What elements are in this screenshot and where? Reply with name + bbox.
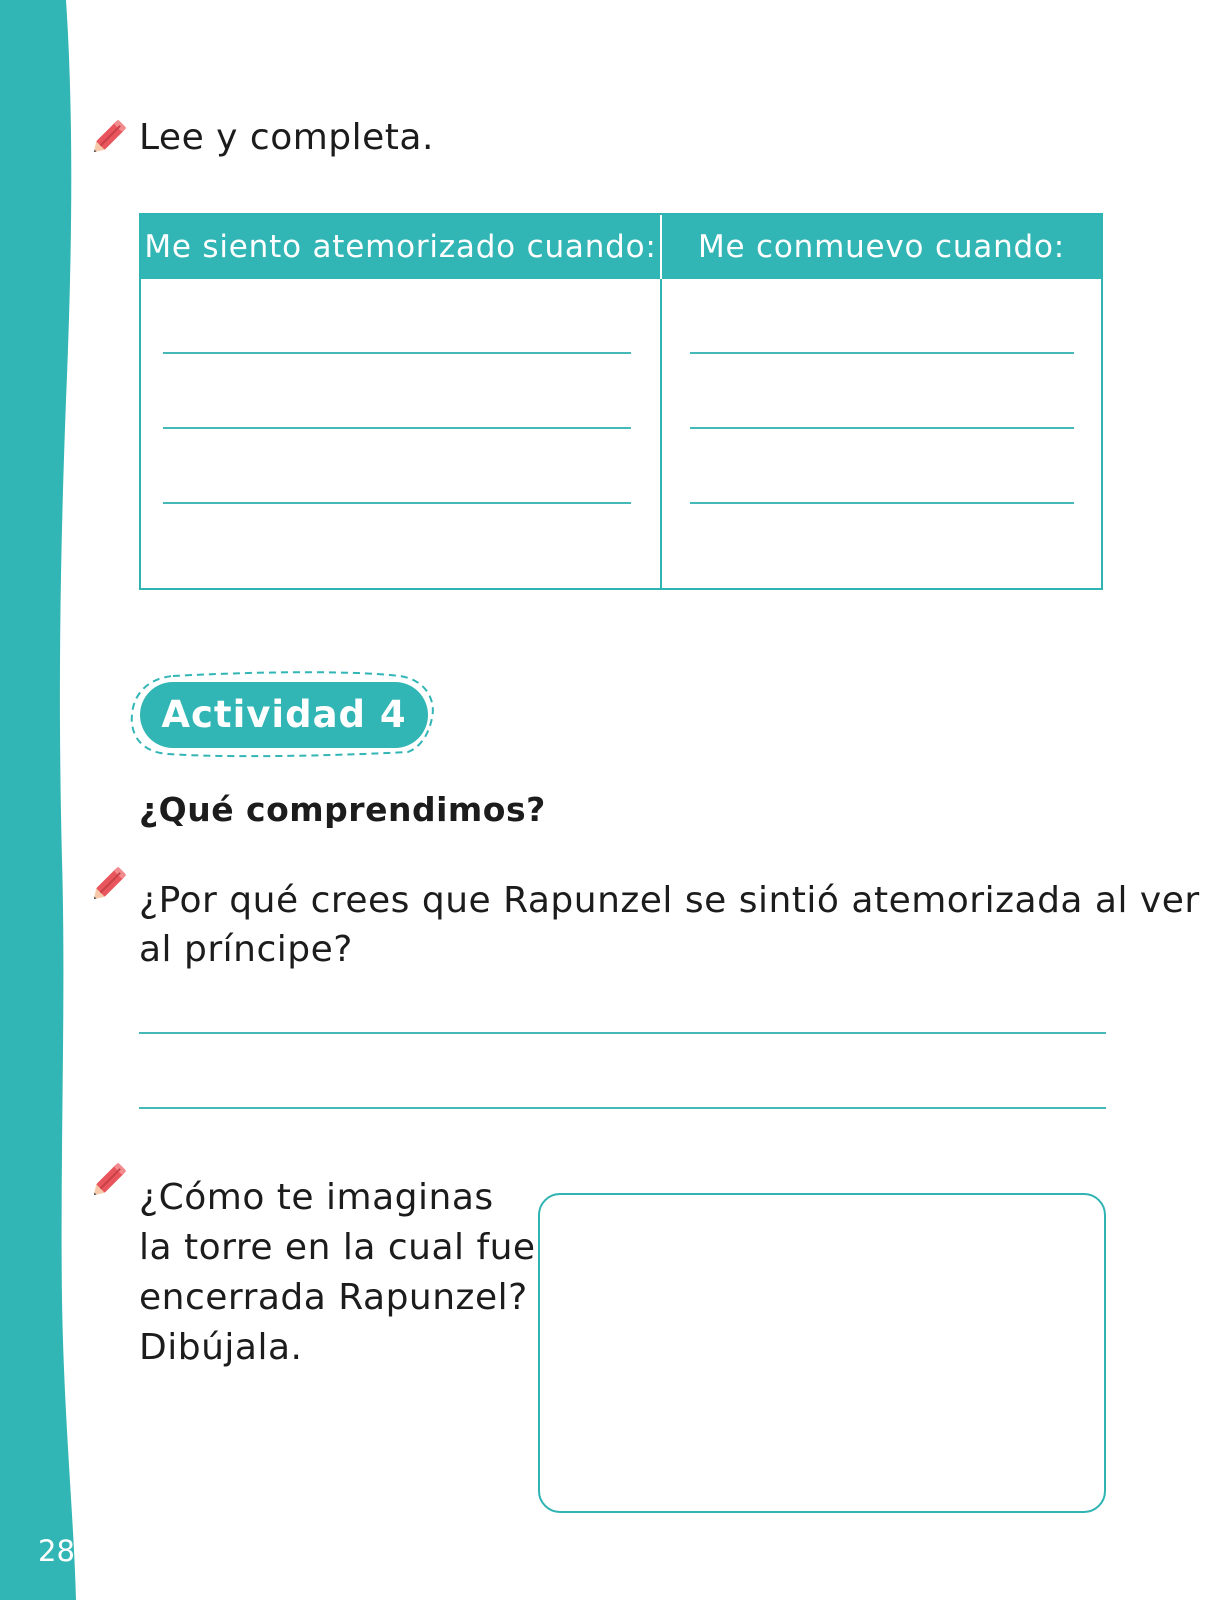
pencil-icon bbox=[90, 861, 132, 903]
question1-answer-line-1[interactable] bbox=[139, 1032, 1106, 1034]
question2-line2: la torre en la cual fue bbox=[139, 1227, 536, 1268]
answer-line-moved-1[interactable] bbox=[690, 352, 1074, 354]
page-number: 28 bbox=[38, 1534, 75, 1568]
badge-label: Actividad 4 bbox=[161, 693, 407, 736]
instruction-read-complete: Lee y completa. bbox=[139, 117, 434, 158]
answer-line-scared-3[interactable] bbox=[163, 502, 631, 504]
pencil-icon bbox=[90, 1157, 132, 1199]
section-subtitle: ¿Qué comprendimos? bbox=[139, 790, 546, 829]
question1-answer-line-2[interactable] bbox=[139, 1107, 1106, 1109]
emotions-table bbox=[139, 213, 1103, 590]
header-moved: Me conmuevo cuando: bbox=[697, 229, 1066, 265]
answer-line-moved-2[interactable] bbox=[690, 427, 1074, 429]
pencil-icon bbox=[90, 114, 132, 156]
header-scared: Me siento atemorizado cuando: bbox=[144, 229, 657, 265]
activity-badge bbox=[128, 670, 438, 760]
answer-line-moved-3[interactable] bbox=[690, 502, 1074, 504]
drawing-box[interactable] bbox=[538, 1193, 1106, 1513]
answer-line-scared-2[interactable] bbox=[163, 427, 631, 429]
answer-line-scared-1[interactable] bbox=[163, 352, 631, 354]
question2-line3: encerrada Rapunzel? bbox=[139, 1277, 528, 1318]
question2-line4: Dibújala. bbox=[139, 1327, 303, 1368]
table-header bbox=[141, 215, 1101, 279]
side-band bbox=[0, 0, 100, 1600]
header-divider bbox=[660, 215, 662, 279]
question1-line1: ¿Por qué crees que Rapunzel se sintió atemorizada al ver bbox=[139, 880, 1200, 921]
question1-line2: al príncipe? bbox=[139, 929, 353, 970]
badge-pill bbox=[140, 682, 428, 748]
question2-line1: ¿Cómo te imaginas bbox=[139, 1177, 494, 1218]
